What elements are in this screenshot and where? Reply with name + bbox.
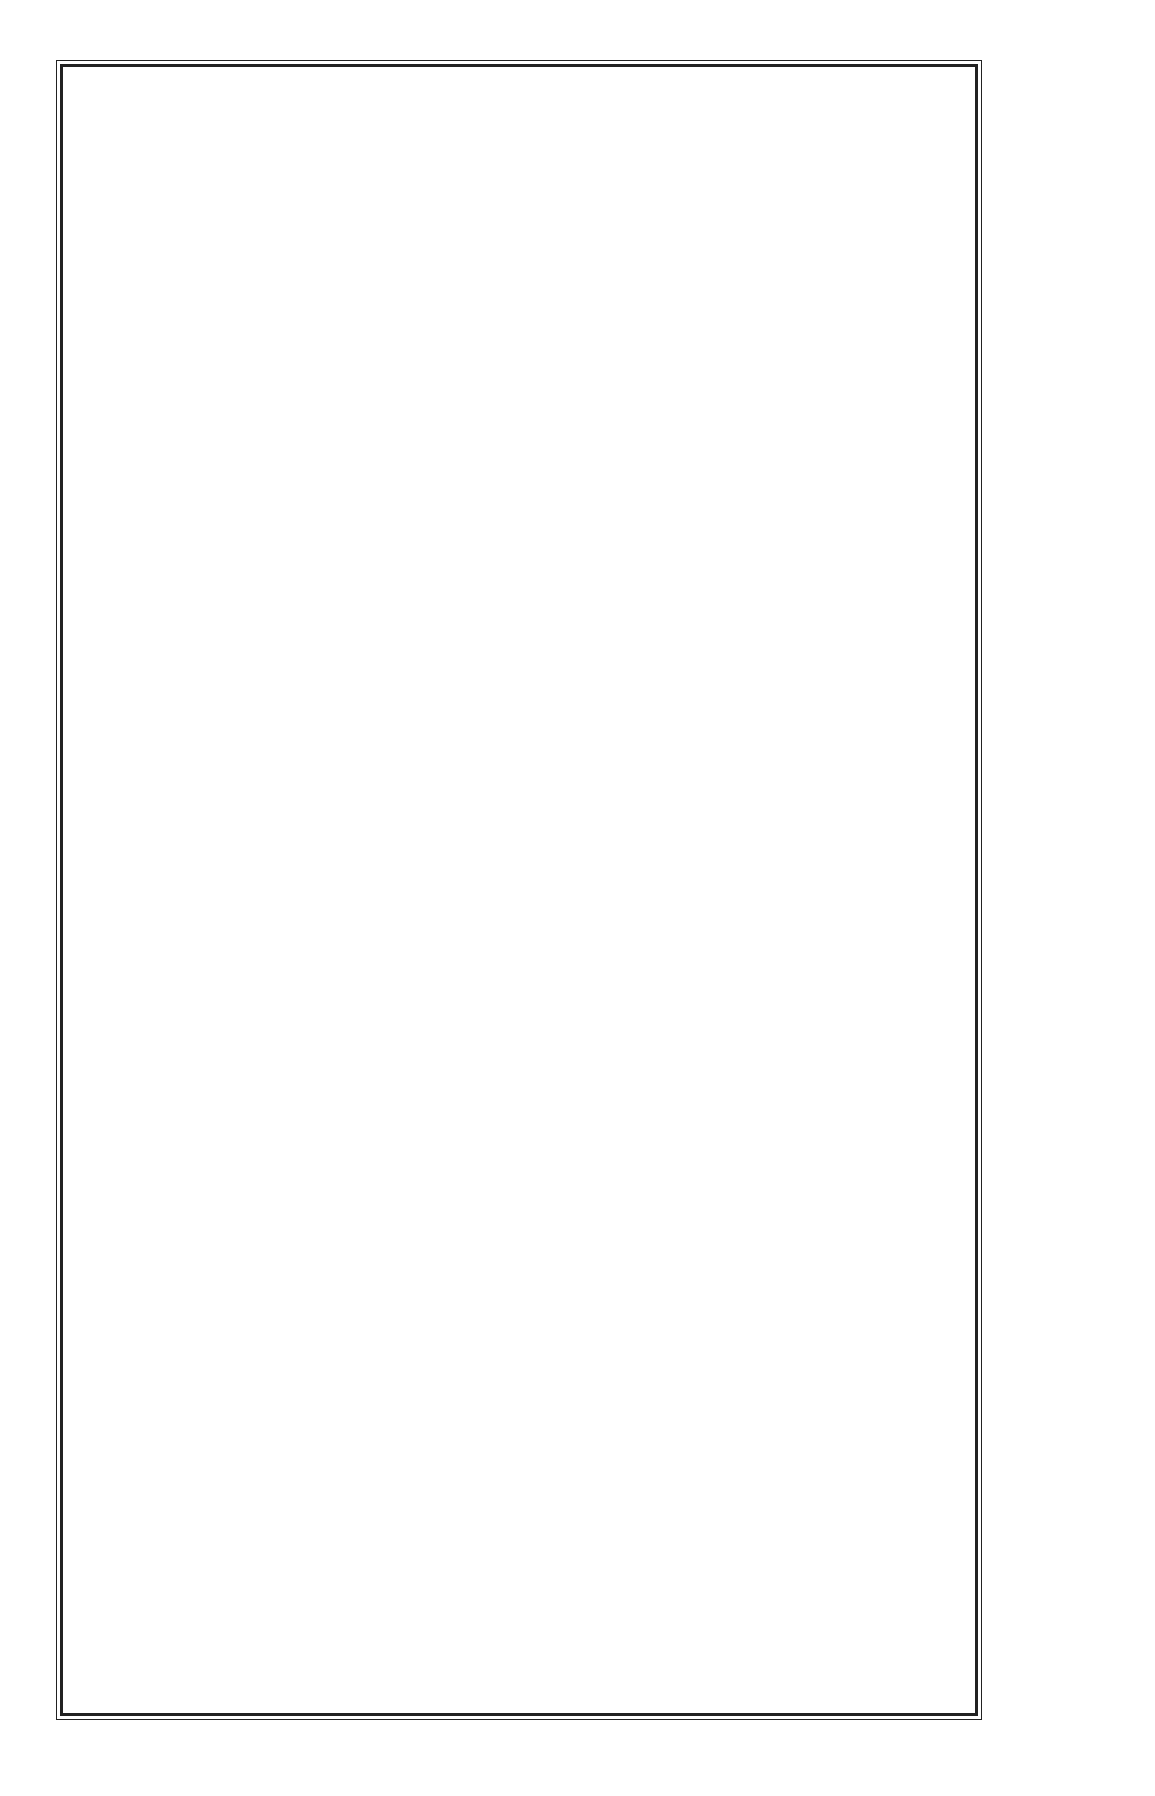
log-table-frame xyxy=(60,64,978,1716)
